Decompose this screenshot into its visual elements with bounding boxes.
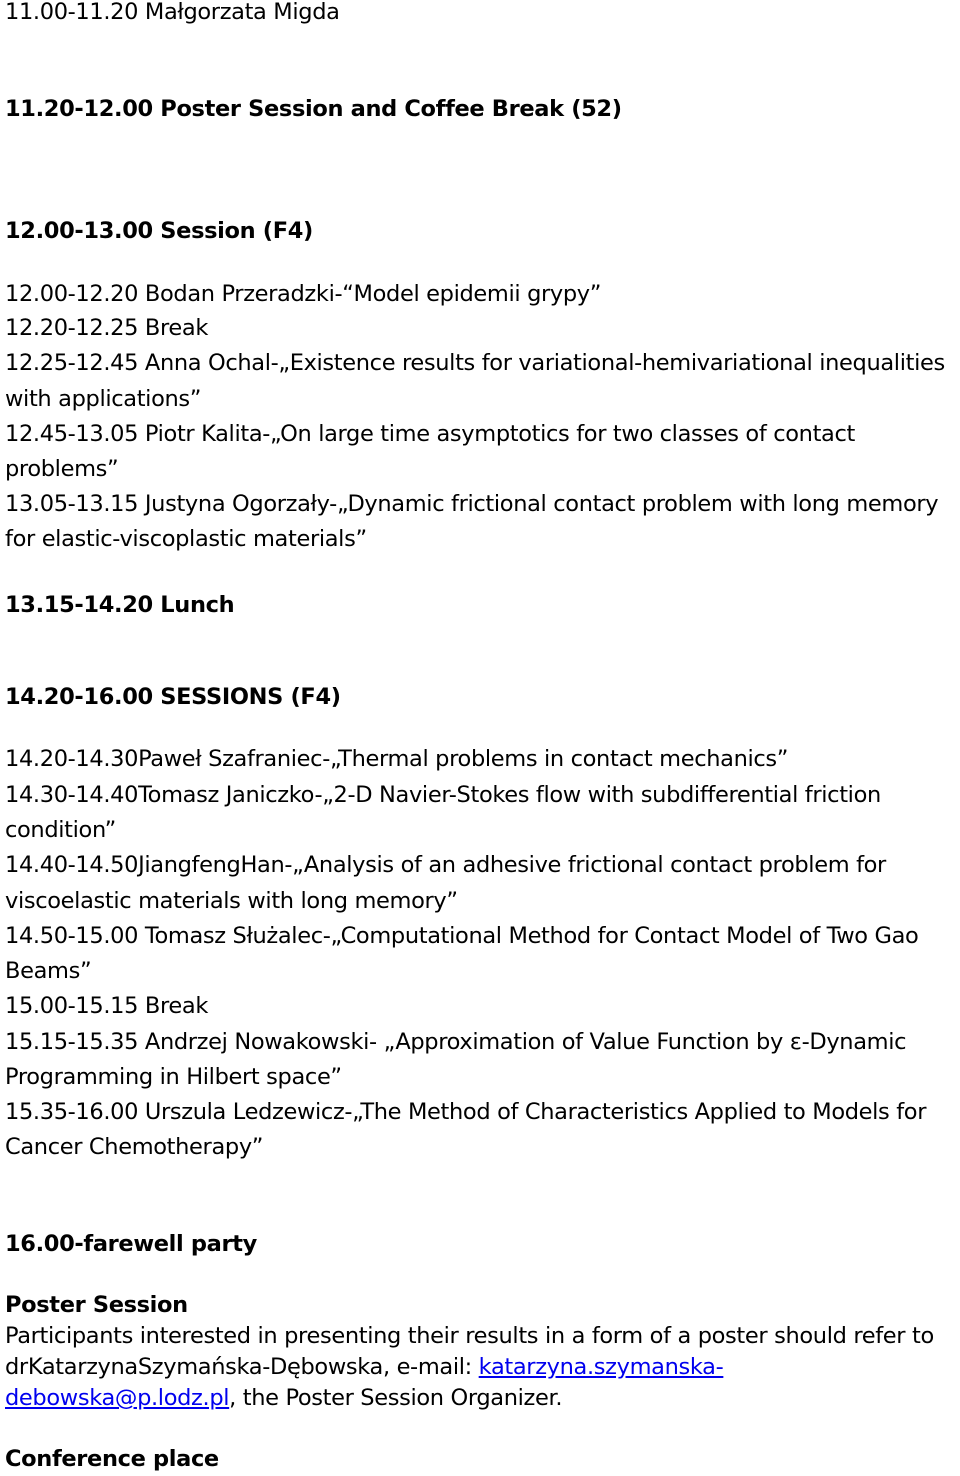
conference-place-heading: Conference place: [5, 1446, 219, 1472]
schedule-line: 12.20-12.25 Break: [5, 315, 208, 341]
poster-session-text: [5, 1352, 723, 1382]
schedule-line: Beams”: [5, 958, 92, 984]
schedule-line: 13.05-13.15 Justyna Ogorzały-„Dynamic frictional contact problem with long memory: [5, 491, 939, 517]
email-link[interactable]: katarzyna.szymanska-: [478, 1354, 724, 1380]
schedule-line: 15.00-15.15 Break: [5, 993, 208, 1019]
schedule-line: 12.45-13.05 Piotr Kalita-„On large time asymptotics for two classes of contact: [5, 421, 855, 447]
schedule-line: 14.20-14.30Paweł Szafraniec-„Thermal problems in contact mechanics”: [5, 746, 789, 772]
schedule-line: 14.40-14.50JiangfengHan-„Analysis of an adhesive frictional contact problem for: [5, 852, 886, 878]
schedule-line: 12.25-12.45 Anna Ochal-„Existence results for variational-hemivariational inequalities: [5, 350, 945, 376]
schedule-line: with applications”: [5, 386, 202, 412]
schedule-line: Programming in Hilbert space”: [5, 1064, 342, 1090]
schedule-line: problems”: [5, 456, 119, 482]
schedule-line: 15.15-15.35 Andrzej Nowakowski- „Approximation of Value Function by ε-Dynamic: [5, 1029, 907, 1055]
email-link[interactable]: debowska@p.lodz.pl: [5, 1385, 230, 1411]
schedule-heading: 14.20-16.00 SESSIONS (F4): [5, 684, 341, 710]
schedule-line: Cancer Chemotherapy”: [5, 1134, 264, 1160]
poster-session-heading: Poster Session: [5, 1292, 188, 1318]
poster-organizer-text: drKatarzynaSzymańska-Dębowska, e-mail:: [5, 1354, 479, 1380]
schedule-heading: 11.20-12.00 Poster Session and Coffee Break (52): [5, 96, 622, 122]
schedule-line: 11.00-11.20 Małgorzata Migda: [5, 0, 340, 25]
schedule-heading: 12.00-13.00 Session (F4): [5, 218, 313, 244]
poster-session-text: [5, 1383, 562, 1413]
schedule-line: viscoelastic materials with long memory”: [5, 888, 458, 914]
schedule-heading: 16.00-farewell party: [5, 1231, 257, 1257]
schedule-line: 14.30-14.40Tomasz Janiczko-„2-D Navier-Stokes flow with subdifferential friction: [5, 782, 881, 808]
schedule-line: 12.00-12.20 Bodan Przeradzki-“Model epidemii grypy”: [5, 281, 602, 307]
schedule-line: 14.50-15.00 Tomasz Służalec-„Computational Method for Contact Model of Two Gao: [5, 923, 919, 949]
poster-session-text: Participants interested in presenting their results in a form of a poster should refer to: [5, 1323, 934, 1349]
schedule-line: 15.35-16.00 Urszula Ledzewicz-„The Method of Characteristics Applied to Models for: [5, 1099, 927, 1125]
poster-organizer-suffix: , the Poster Session Organizer.: [229, 1385, 563, 1411]
schedule-line: for elastic-viscoplastic materials”: [5, 526, 367, 552]
schedule-line: condition”: [5, 817, 116, 843]
schedule-heading: 13.15-14.20 Lunch: [5, 592, 235, 618]
